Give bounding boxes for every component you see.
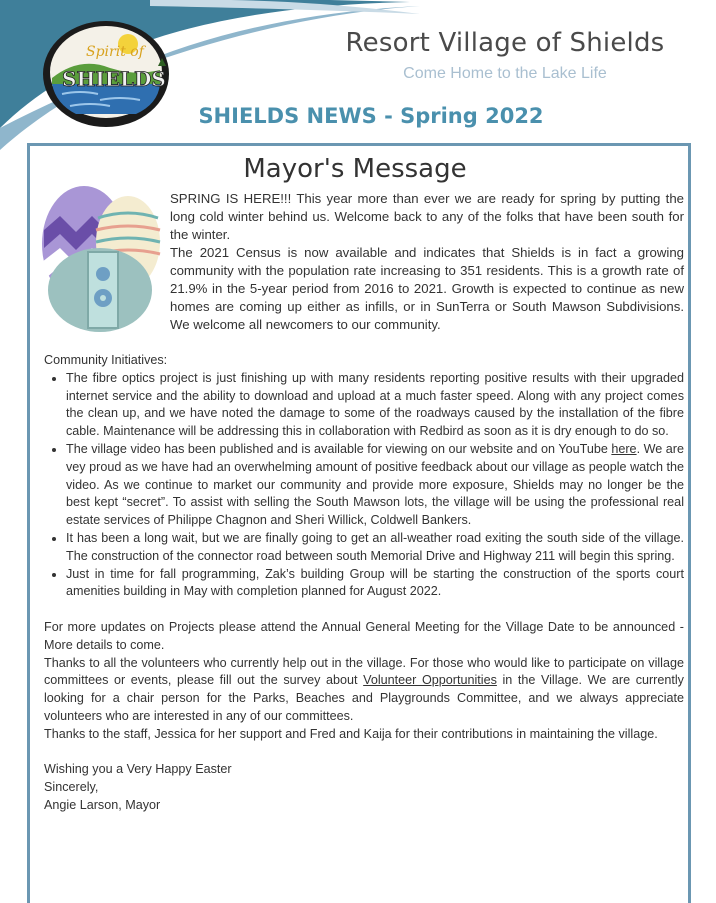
sincerely-line: Sincerely, xyxy=(44,780,99,795)
easter-eggs-illustration xyxy=(38,178,162,334)
signature: Angie Larson, Mayor xyxy=(44,797,161,812)
staff-paragraph: Thanks to the staff, Jessica for her support and Fred and Kaija for their contributions in maintaining the village. xyxy=(44,726,658,741)
svg-text:Spirit of: Spirit of xyxy=(86,44,144,60)
initiatives-label: Community Initiatives: xyxy=(44,353,168,367)
volunteers-paragraph xyxy=(44,655,684,726)
video-text-post: . We are vey proud as we have had an overwhelming amount of positive feedback about our village as people watch the video. As we continue to market our community and provide more exposure, Shields may no longer be the best kept “secret”. To assist with selling the South Mawson lots, the village will be using the professional real estate services of Philippe Chagnon and Sheri Willick, Coldwell Bankers. xyxy=(66,441,684,528)
spacer xyxy=(44,744,684,762)
list-item-fibre: • The fibre optics project is just finishing up with many residents reporting positive results with their upgraded internet service and the ability to download and upload at a much faster speed. Along with any project comes the clean up, and we have noted the damage to some of the roadways caused by the installation of the fibre cable. Maintenance will be addressing this in collaboration with Redbird as soon as it is dry enough to do so. xyxy=(66,370,684,441)
list-item-sports-court: • Just in time for fall programming, Zak’s building Group will be starting the construction of the sports court amenities building in May with completion planned for August 2022. xyxy=(66,566,684,602)
mayor-body xyxy=(44,352,684,815)
video-text-pre: The village video has been published and is available for viewing on our website and on YouTube xyxy=(66,441,612,456)
intro-paragraph-spring: SPRING IS HERE!!! This year more than ever we are ready for spring by putting the long cold winter behind us. Welcome back to any of the folks that have been south for the winter. xyxy=(170,191,684,242)
list-item-road: • It has been a long wait, but we are finally going to get an all-weather road exiting the south side of the village. The construction of the connector road between south Memorial Drive and Highway 211 will begin this spring. xyxy=(66,530,684,566)
spirit-of-shields-logo xyxy=(40,18,172,130)
mayors-message-heading: Mayor's Message xyxy=(243,154,467,184)
svg-text:SHIELDS: SHIELDS xyxy=(62,67,166,91)
newsletter-title: SHIELDS NEWS - Spring 2022 xyxy=(198,104,544,128)
youtube-here-link[interactable]: here xyxy=(611,441,637,456)
spacer xyxy=(44,601,684,619)
updates-paragraph: For more updates on Projects please attend the Annual General Meeting for the Village Date to be announced - More details to come. xyxy=(44,619,684,652)
intro-paragraph-census: The 2021 Census is now available and indicates that Shields is in fact a growing community with the population rate increasing to 351 residents. This is a growth rate of 21.9% in the 5-year period from 2016 to 2021. Growth is expected to continue as new homes are coming up either as infills, or in SunTerra or South Mawson Subdivisions. We welcome all newcomers to our community. xyxy=(170,245,684,332)
volunteer-opportunities-link[interactable]: Volunteer Opportunities xyxy=(363,673,497,688)
volunteers-text-pre: Thanks to all the volunteers who currently help out in the village. For those who would like to participate on village committees or events, please fill out the survey about xyxy=(44,655,684,688)
village-title: Resort Village of Shields xyxy=(345,28,665,58)
mayor-intro xyxy=(170,190,684,334)
volunteers-text-post: in the Village. We are currently looking for a chair person for the Parks, Beaches and Playgrounds Committee, and we always appreciate volunteers who are interested in any of our committees. xyxy=(44,673,684,723)
closing-line: Wishing you a Very Happy Easter xyxy=(44,762,232,777)
village-tagline: Come Home to the Lake Life xyxy=(403,65,607,82)
initiatives-list xyxy=(44,370,684,601)
list-item-video xyxy=(66,441,684,530)
